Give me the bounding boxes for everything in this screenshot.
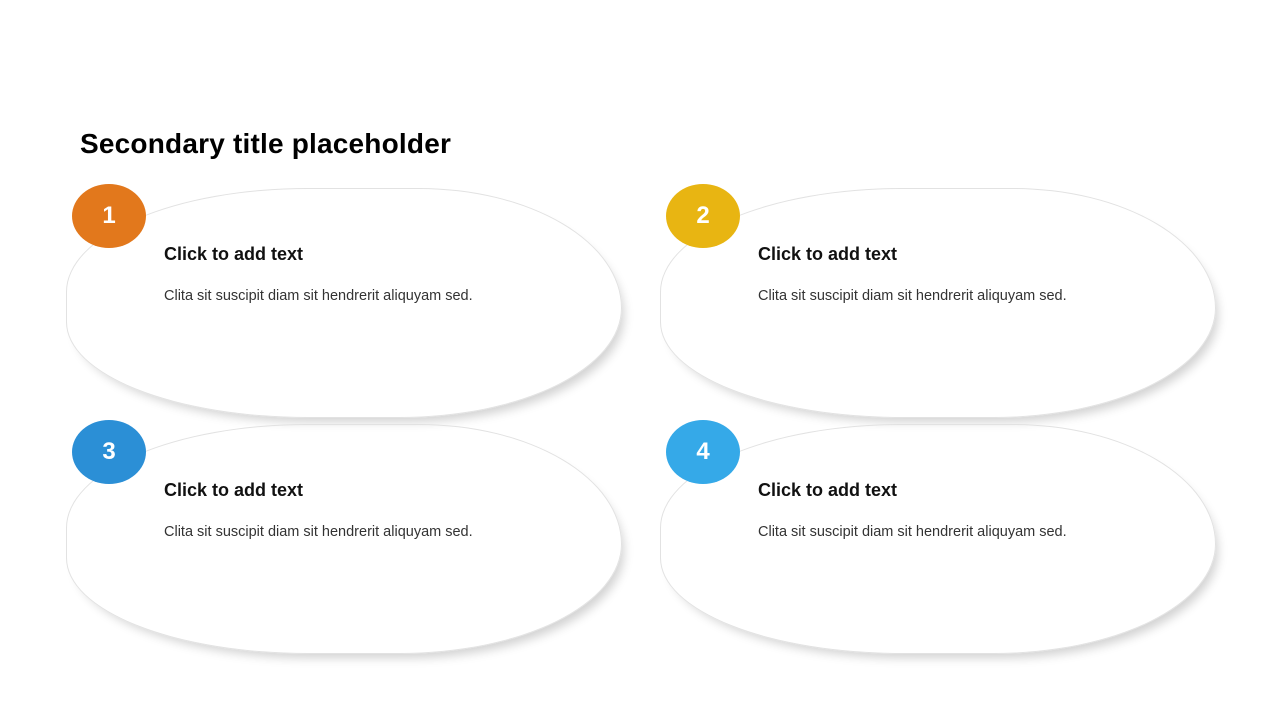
step-number-badge-1: 1 xyxy=(72,184,146,248)
item-heading-3[interactable]: Click to add text xyxy=(164,480,304,500)
content-item-4[interactable] xyxy=(660,424,1220,660)
step-number-badge-4: 4 xyxy=(666,420,740,484)
page-title[interactable]: Secondary title placeholder xyxy=(80,128,452,159)
item-heading-2[interactable]: Click to add text xyxy=(758,244,898,264)
content-item-1[interactable] xyxy=(66,188,626,424)
item-heading-4[interactable]: Click to add text xyxy=(758,480,898,500)
step-number-badge-3: 3 xyxy=(72,420,146,484)
content-item-3[interactable] xyxy=(66,424,626,660)
item-heading-1[interactable]: Click to add text xyxy=(164,244,304,264)
content-item-2[interactable] xyxy=(660,188,1220,424)
item-body-2[interactable]: Clita sit suscipit diam sit hendrerit aliquyam sed. xyxy=(758,288,1067,304)
item-body-1[interactable]: Clita sit suscipit diam sit hendrerit aliquyam sed. xyxy=(164,288,473,304)
step-number-badge-2: 2 xyxy=(666,184,740,248)
item-body-4[interactable]: Clita sit suscipit diam sit hendrerit aliquyam sed. xyxy=(758,524,1067,540)
item-body-3[interactable]: Clita sit suscipit diam sit hendrerit aliquyam sed. xyxy=(164,524,473,540)
